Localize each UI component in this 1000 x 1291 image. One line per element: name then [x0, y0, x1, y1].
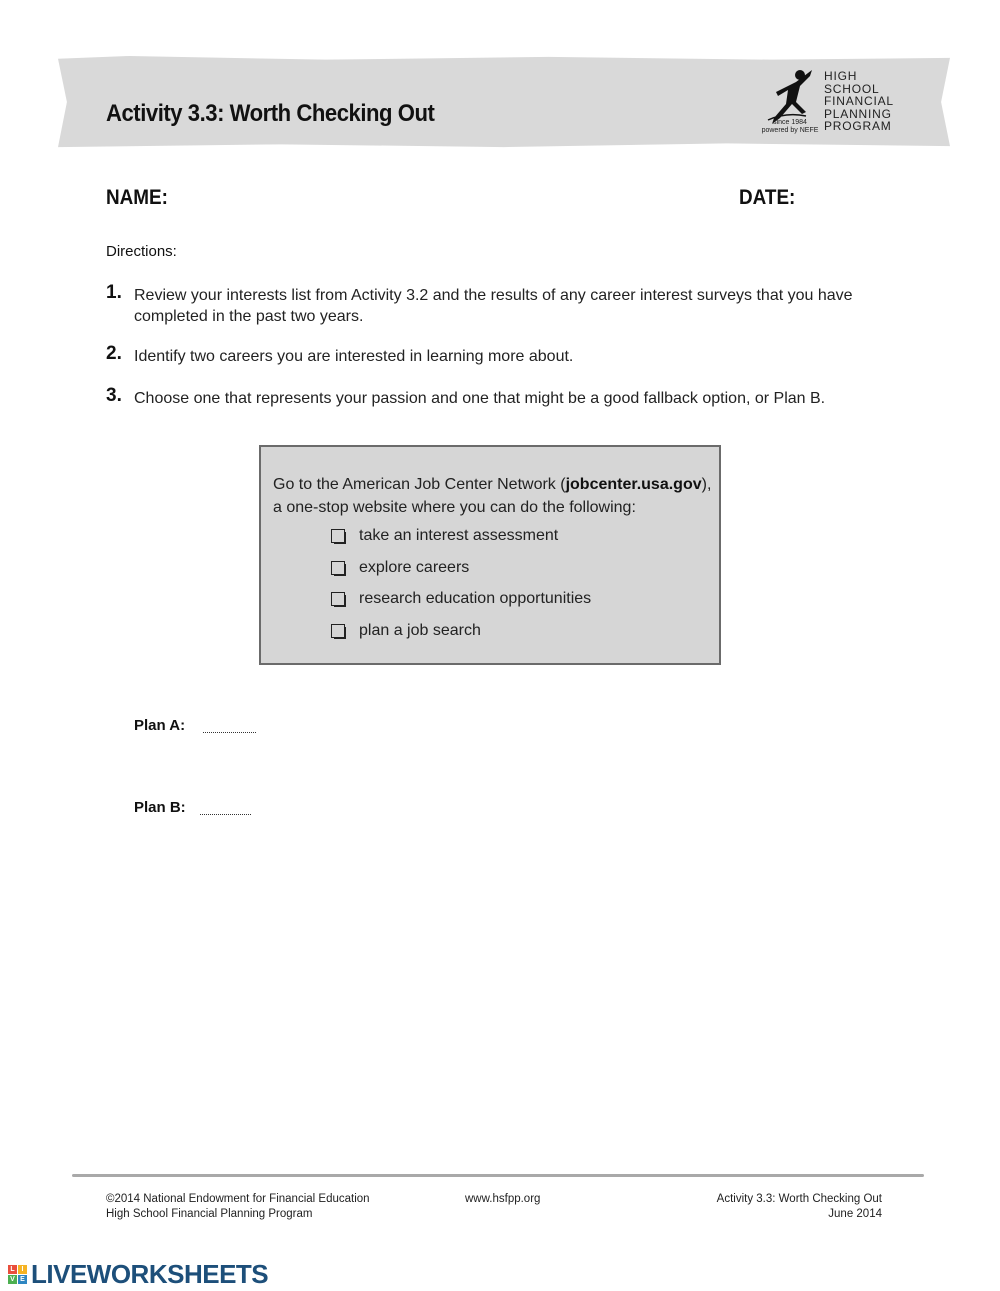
step-text: Choose one that represents your passion and one that might be a good fallback option, or Plan B.: [134, 390, 826, 407]
step-text: Identify two careers you are interested in learning more about.: [134, 348, 574, 365]
checklist-item: plan a job search: [331, 622, 591, 654]
checklist-item: explore careers: [331, 559, 591, 591]
plan-b-answer-field[interactable]: [200, 813, 251, 815]
checkbox-icon[interactable]: [331, 624, 345, 638]
footer-copyright: ©2014 National Endowment for Financial Education High School Financial Planning Program: [106, 1193, 370, 1220]
infobox-intro: Go to the American Job Center Network (jobcenter.usa.gov), a one-stop website where you can do the following:: [273, 476, 712, 516]
checkbox-icon[interactable]: [331, 561, 345, 575]
liveworksheets-wordmark: LIVEWORKSHEETS: [31, 1258, 269, 1289]
name-label: NAME:: [106, 186, 168, 209]
checklist-item: research education opportunities: [331, 590, 591, 622]
activity-checklist: [331, 527, 591, 653]
liveworksheets-squares-icon: L I V E: [8, 1265, 27, 1284]
logo-tagline: since 1984 powered by NEFE: [761, 119, 819, 134]
logo-wordmark: HIGH SCHOOL FINANCIAL PLANNING PROGRAM: [824, 69, 894, 133]
job-center-infobox: [259, 445, 721, 665]
step-text: Review your interests list from Activity 3.2 and the results of any career interest surveys that you have completed in the past two years.: [134, 287, 853, 325]
hsfpp-logo: [754, 66, 914, 138]
date-label: DATE:: [739, 186, 796, 209]
checklist-item: take an interest assessment: [331, 527, 591, 559]
checkbox-icon[interactable]: [331, 529, 345, 543]
liveworksheets-logo[interactable]: [8, 1260, 268, 1288]
plan-a-label: Plan A:: [134, 717, 186, 734]
footer-activity-info: Activity 3.3: Worth Checking Out June 2014: [716, 1193, 882, 1220]
step-number: 3.: [106, 385, 122, 406]
checkbox-icon[interactable]: [331, 592, 345, 606]
jobcenter-link[interactable]: jobcenter.usa.gov: [565, 476, 702, 493]
footer-website: www.hsfpp.org: [465, 1193, 541, 1205]
directions-heading: Directions:: [106, 243, 177, 260]
step-number: 1.: [106, 282, 122, 303]
page-title: Activity 3.3: Worth Checking Out: [106, 100, 435, 127]
footer-divider: [72, 1174, 924, 1177]
plan-b-label: Plan B:: [134, 799, 186, 816]
plan-a-answer-field[interactable]: [203, 731, 256, 733]
step-number: 2.: [106, 343, 122, 364]
